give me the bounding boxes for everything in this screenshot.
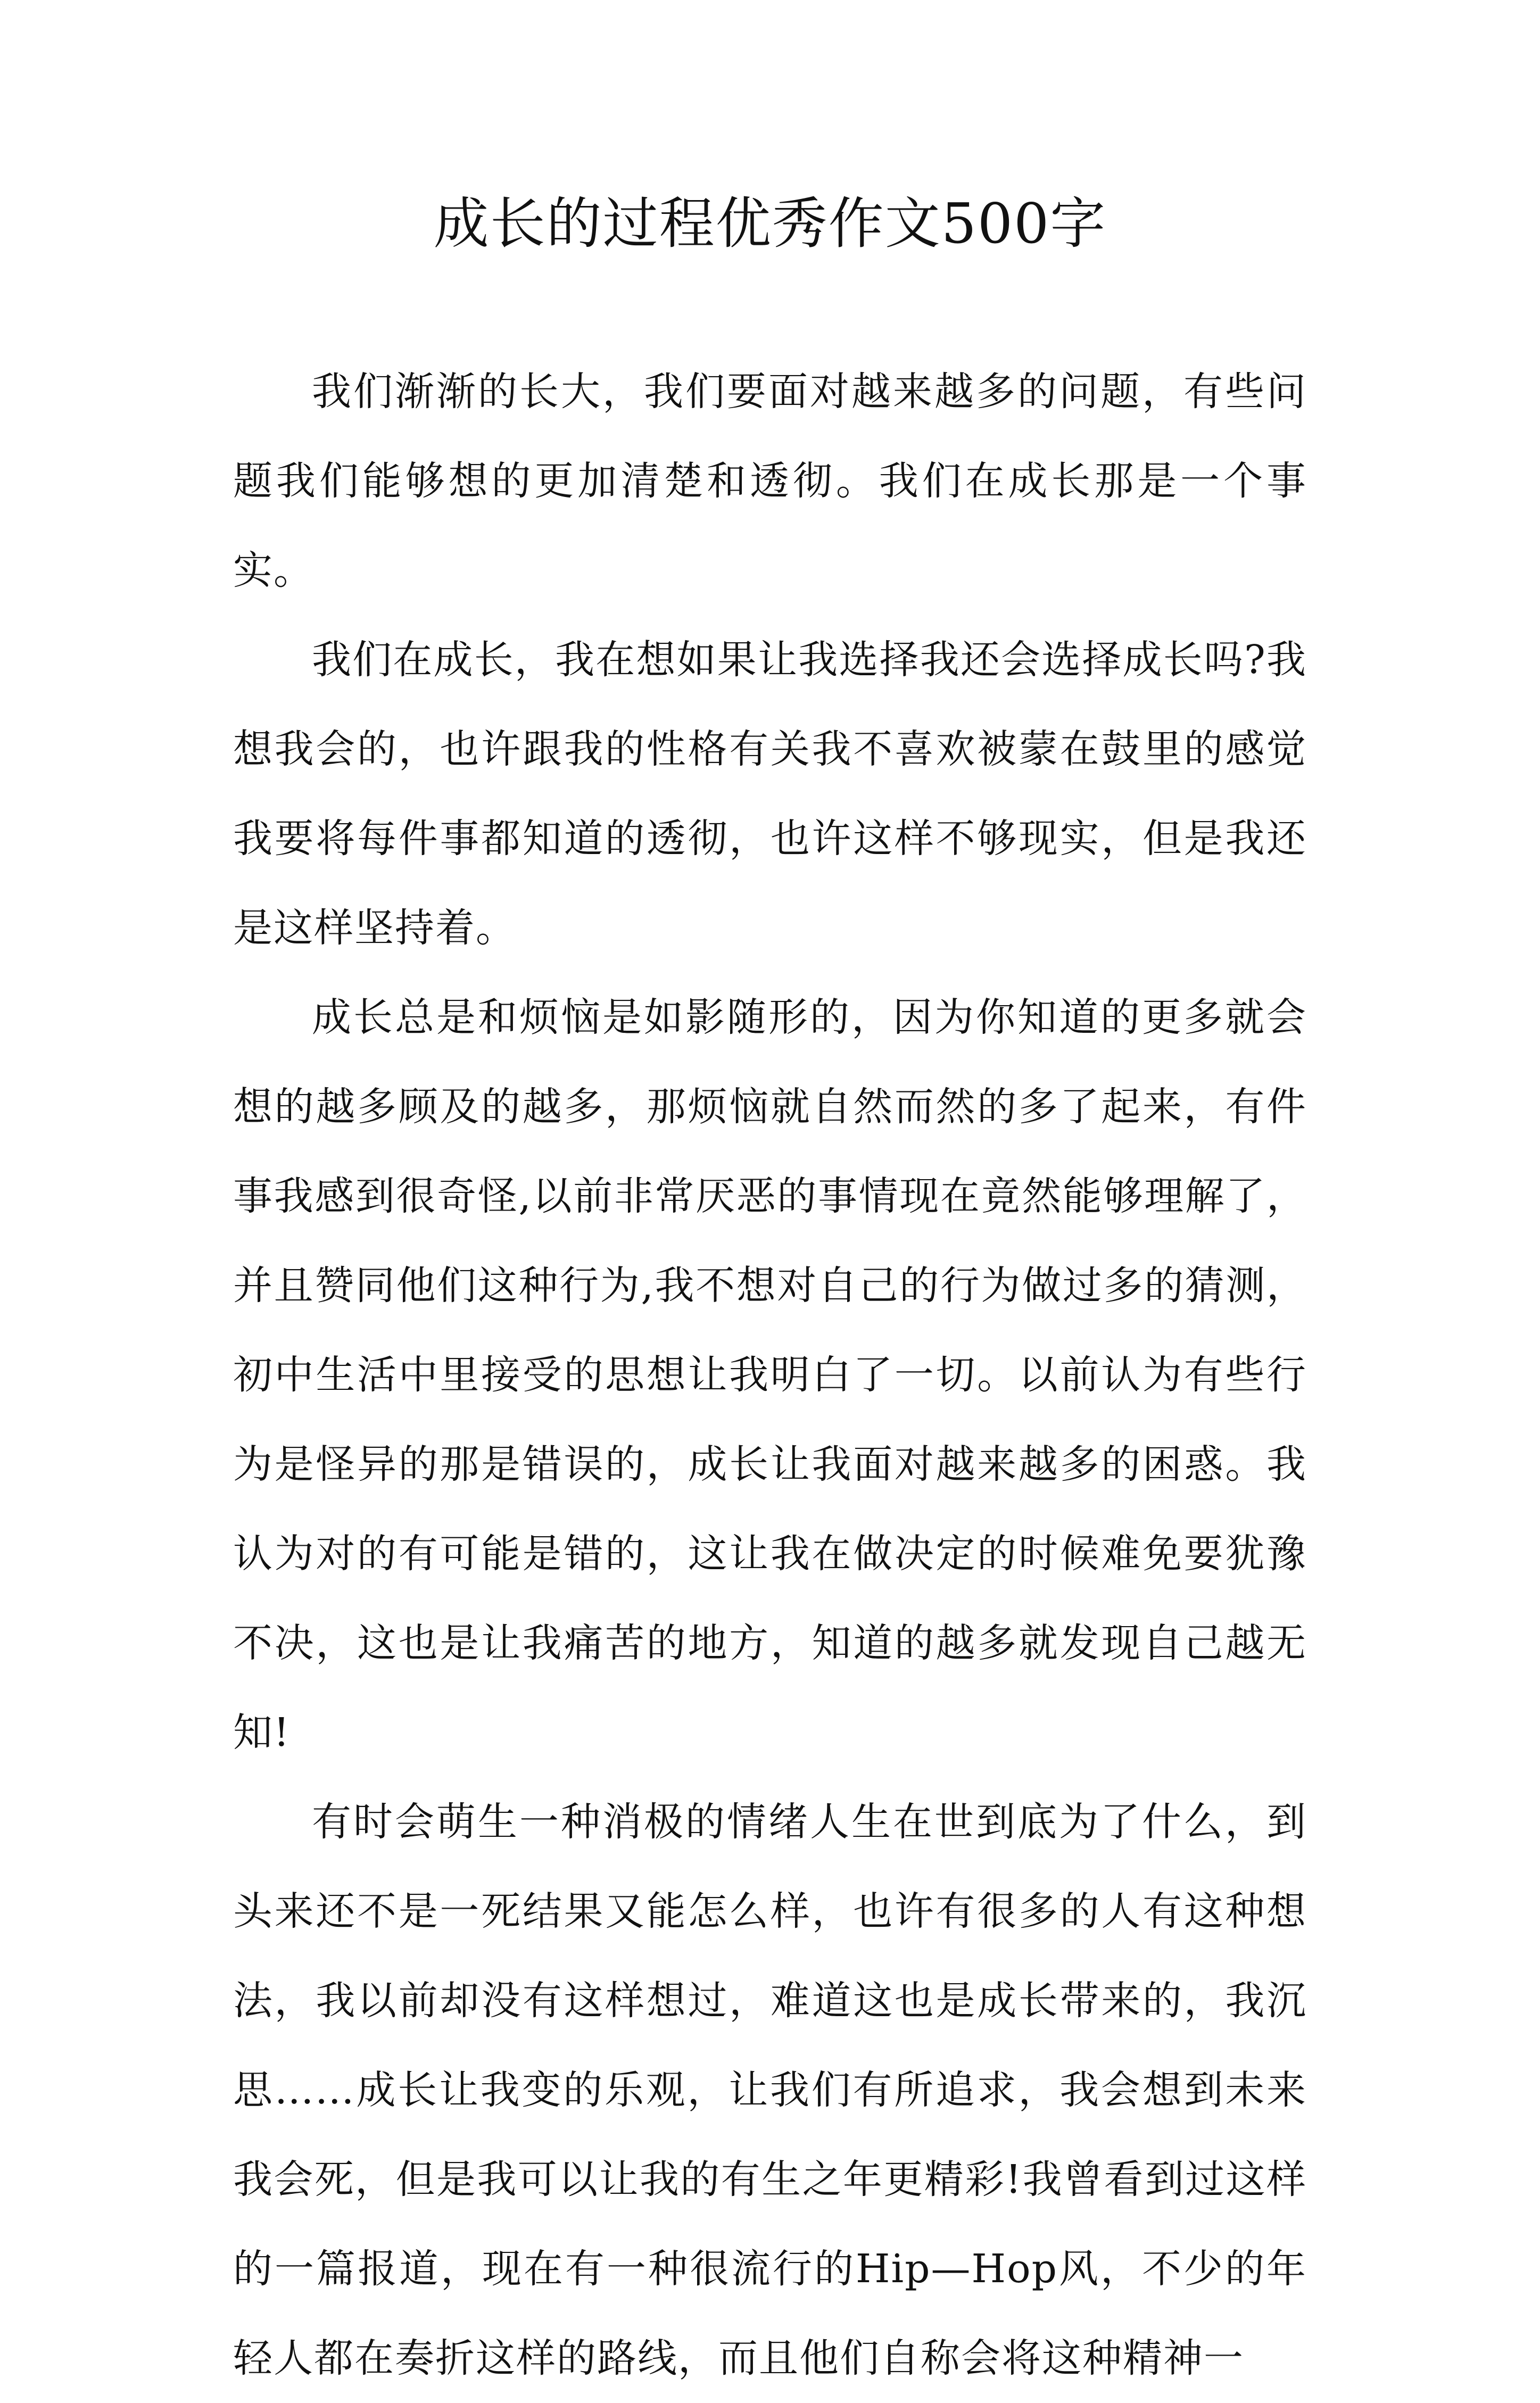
paragraph: 成长总是和烦恼是如影随形的，因为你知道的更多就会想的越多顾及的越多，那烦恼就自然而然的多了起来，有件事我感到很奇怪,以前非常厌恶的事情现在竟然能够理解了，并且赞同他们这种行为,我不想对自己的行为做过多的猜测，初中生活中里接受的思想让我明白了一切。以前认为有些行为是怪异的那是错误的，成长让我面对越来越多的困惑。我认为对的有可能是错的，这让我在做决定的时候难免要犹豫不决，这也是让我痛苦的地方，知道的越多就发现自己越无知! <box>233 995 1307 1755</box>
paragraph: 我们在成长，我在想如果让我选择我还会选择成长吗?我想我会的，也许跟我的性格有关我不喜欢被蒙在鼓里的感觉我要将每件事都知道的透彻，也许这样不够现实，但是我还是这样坚持着。 <box>233 637 1307 951</box>
paragraph: 有时会萌生一种消极的情绪人生在世到底为了什么，到头来还不是一死结果又能怎么样，也许有很多的人有这种想法，我以前却没有这样想过，难道这也是成长带来的，我沉思……成长让我变的乐观，让我们有所追求，我会想到未来我会死，但是我可以让我的有生之年更精彩!我曾看到过这样的一篇报道，现在有一种很流行的Hip—Hop风，不少的年轻人都在奏折这样的路线，而且他们自称会将这种精神一 <box>233 1799 1307 2381</box>
paragraph: 我们渐渐的长大，我们要面对越来越多的问题，有些问题我们能够想的更加清楚和透彻。我们在成长那是一个事实。 <box>233 369 1307 593</box>
document-title: 成长的过程优秀作文500字 <box>433 191 1107 256</box>
document-body <box>233 347 1307 2403</box>
